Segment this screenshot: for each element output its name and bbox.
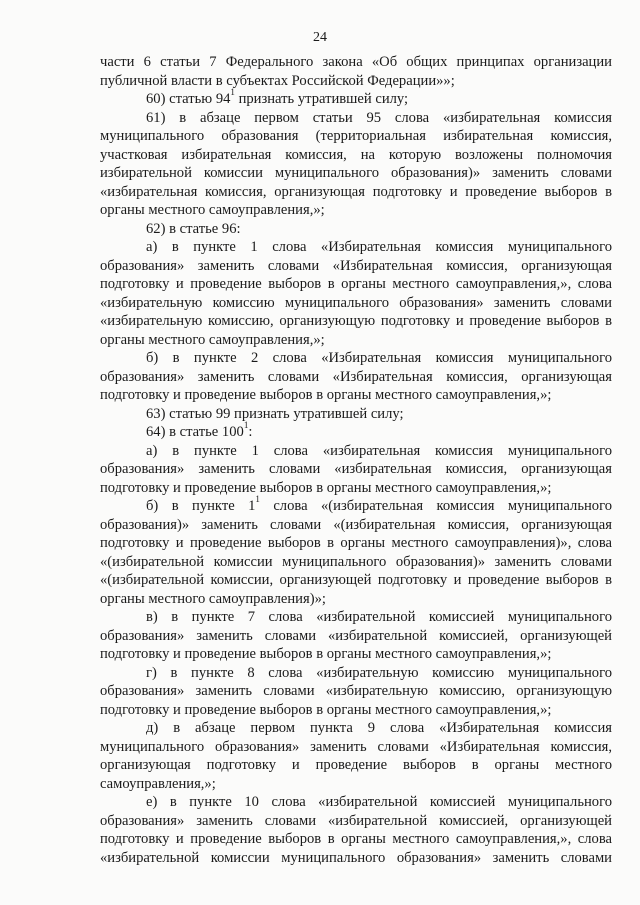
text-line-content: образования)» заменить словами «(избирательная комиссия, организующая	[100, 516, 612, 533]
text-line	[100, 608, 612, 627]
text-line	[100, 494, 613, 516]
text-line	[100, 109, 612, 128]
text-line	[100, 257, 612, 276]
text-line-content: самоуправления,»;	[100, 775, 216, 792]
text-line-content: «(избирательной комиссии муниципального образования)» заменить словами	[100, 553, 612, 570]
text-line	[100, 645, 612, 664]
text-line	[100, 627, 612, 646]
text-line-content: е) в пункте 10 слова «избирательной комиссией муниципального	[146, 794, 612, 810]
text-line	[100, 664, 612, 683]
text-line	[100, 812, 612, 831]
text-line-content: участковая избирательная комиссия, на которую возложены полномочия	[100, 146, 612, 163]
text-line-content: 62) в статье 96:	[146, 220, 241, 237]
text-line-tail: слова «(избирательная комиссия муниципального	[259, 498, 613, 514]
text-line-content: органы местного самоуправления,»;	[100, 331, 325, 348]
text-line	[100, 87, 612, 109]
text-line	[100, 479, 612, 498]
text-line	[100, 312, 612, 331]
text-line-content: в) в пункте 7 слова «избирательной комиссией муниципального	[146, 609, 612, 625]
text-line-content: подготовку и проведение выборов в органы местного самоуправления,», слова	[100, 831, 612, 847]
text-line-content: образования» заменить словами «Избирательная комиссия, организующая	[100, 257, 612, 274]
text-line-tail: признать утратившей силу;	[234, 91, 409, 107]
text-line	[100, 701, 612, 720]
text-line-content: подготовку и проведение выборов в органы местного самоуправления,»;	[100, 479, 552, 496]
superscript: 1	[243, 420, 249, 431]
text-line	[100, 460, 612, 479]
text-line	[100, 553, 612, 572]
superscript: 1	[230, 87, 235, 98]
text-line	[100, 516, 612, 535]
text-line	[100, 331, 612, 350]
text-line	[100, 349, 612, 368]
text-line-content: «избирательной комиссии муниципального образования» заменить словами	[100, 849, 612, 866]
text-line-content: подготовку и проведение выборов в органы местного самоуправления,»;	[100, 387, 552, 403]
text-line-content: организующая подготовку и проведение выборов в органы местного	[100, 757, 612, 773]
text-line	[100, 682, 612, 701]
text-line-content: б) в пункте 2 слова «Избирательная комиссия муниципального	[146, 350, 612, 366]
text-line-content: органы местного самоуправления)»;	[100, 590, 326, 607]
text-line	[100, 405, 612, 424]
text-line	[100, 72, 612, 91]
text-line-content: подготовку и проведение выборов в органы местного самоуправления)», слова	[100, 535, 612, 551]
text-line-content: образования» заменить словами «избирательная комиссия, организующая	[100, 461, 612, 477]
text-line	[100, 146, 612, 165]
text-line-content: г) в пункте 8 слова «избирательную комиссию муниципального	[146, 664, 612, 681]
text-line	[100, 534, 612, 553]
text-line	[100, 294, 612, 313]
text-line	[100, 738, 612, 757]
text-line	[100, 442, 612, 461]
text-line	[100, 775, 612, 794]
document-body	[100, 53, 612, 867]
text-line	[100, 719, 612, 738]
text-line	[100, 220, 612, 239]
text-line	[100, 386, 612, 405]
text-line	[100, 830, 612, 849]
text-line	[100, 164, 612, 183]
text-line-content: органы местного самоуправления,»;	[100, 202, 325, 218]
page-number: 24	[313, 30, 327, 45]
text-line	[100, 420, 612, 442]
text-line-content: «(избирательной комиссии, организующей подготовку и проведение выборов в	[100, 572, 612, 588]
text-line-content: а) в пункте 1 слова «избирательная комиссия муниципального	[146, 442, 612, 459]
text-line-content: 61) в абзаце первом статьи 95 слова «избирательная комиссия	[146, 109, 612, 126]
text-line-content: образования» заменить словами «избирательной комиссией, организующей	[100, 627, 612, 644]
text-line	[100, 756, 612, 775]
text-line	[100, 127, 612, 146]
text-line	[100, 201, 612, 220]
text-line-content: 63) статью 99 признать утратившей силу;	[146, 405, 404, 422]
text-line-content: д) в абзаце первом пункта 9 слова «Избирательная комиссия	[146, 720, 612, 736]
text-line-content: образования» заменить словами «Избирательная комиссия, организующая	[100, 368, 612, 385]
text-line	[100, 238, 612, 257]
text-line-content: образования» заменить словами «избирательную комиссию, организующую	[100, 683, 612, 699]
text-line	[100, 53, 612, 72]
text-line-content: избирательной комиссии муниципального образования)» заменить словами	[100, 165, 612, 181]
text-line-content: «избирательная комиссия, организующая подготовку и проведение выборов в	[100, 183, 612, 200]
text-line-content: подготовку и проведение выборов в органы местного самоуправления,»;	[100, 701, 552, 718]
text-line-content: муниципального образования (территориальная избирательная комиссия,	[100, 128, 612, 144]
text-line-content: 60) статью 94	[146, 91, 231, 107]
text-line	[100, 849, 612, 868]
text-line	[100, 590, 612, 609]
text-line-content: 64) в статье 100	[146, 424, 244, 440]
text-line-content: «избирательную комиссию муниципального образования» заменить словами	[100, 294, 612, 311]
text-line-content: муниципального образования» заменить словами «Избирательная комиссия,	[100, 738, 612, 755]
text-line-tail: :	[248, 424, 253, 440]
text-line-content: «избирательную комиссию, организующую подготовку и проведение выборов в	[100, 313, 612, 329]
text-line	[100, 571, 612, 590]
text-line-content: а) в пункте 1 слова «Избирательная комиссия муниципального	[146, 239, 612, 255]
superscript: 1	[255, 494, 260, 505]
text-line-content: образования» заменить словами «избирательной комиссией, организующей	[100, 812, 612, 829]
text-line-content: подготовку и проведение выборов в органы местного самоуправления,», слова	[100, 276, 612, 292]
text-line-content: б) в пункте 1	[146, 498, 256, 514]
text-line-content: части 6 статьи 7 Федерального закона «Об общих принципах организации	[100, 54, 612, 70]
text-line-content: публичной власти в субъектах Российской Федерации»»;	[100, 72, 455, 89]
text-line	[100, 368, 612, 387]
text-line	[100, 183, 612, 202]
text-line-content: подготовку и проведение выборов в органы местного самоуправления,»;	[100, 646, 552, 662]
text-line	[100, 793, 612, 812]
text-line	[100, 275, 612, 294]
